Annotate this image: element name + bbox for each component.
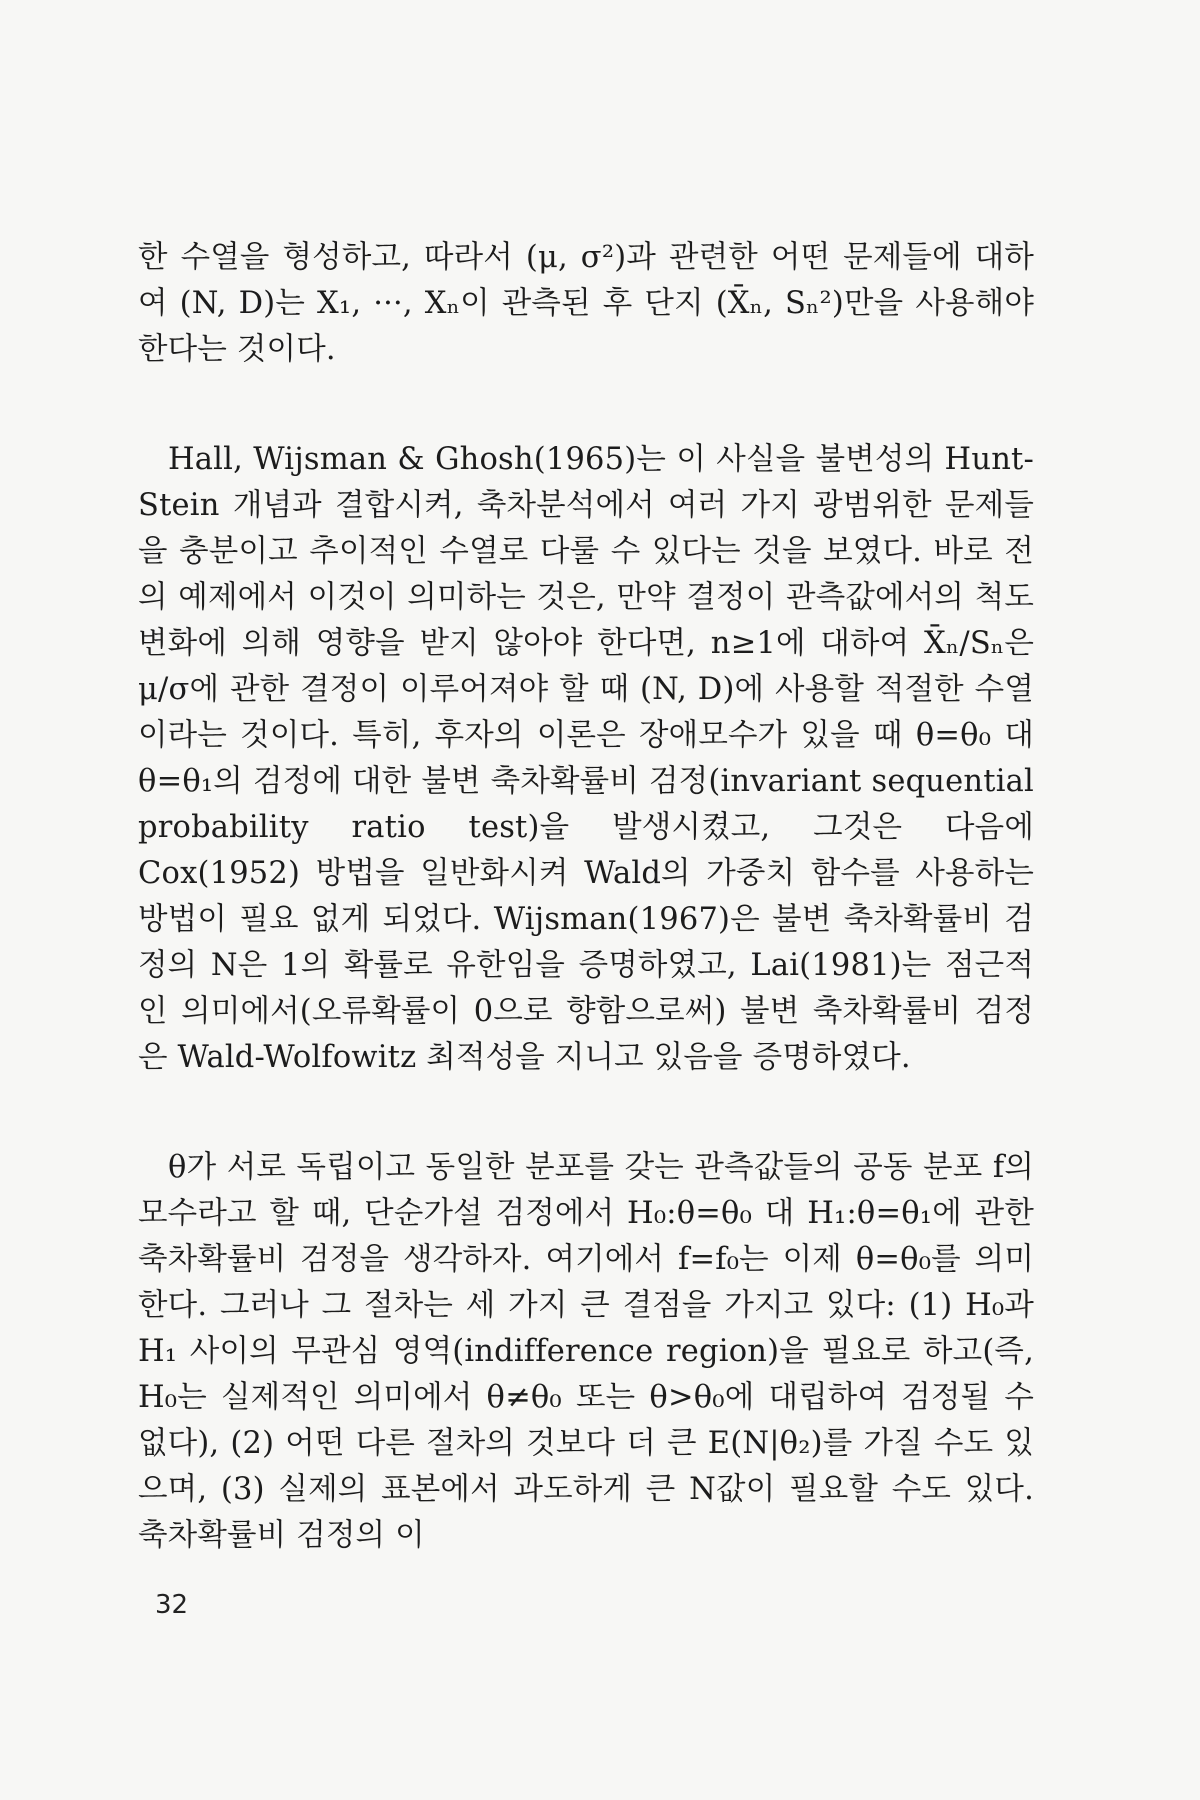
paragraph-1 [138, 235, 1034, 373]
paragraph-text: Hall, Wijsman & Ghosh(1965)는 이 사실을 불변성의 Hunt-Stein 개념과 결합시켜, 축차분석에서 여러 가지 광범위한 문제들을 충분이고 추이적인 수열로 다룰 수 있다는 것을 보였다. 바로 전의 예제에서 이것이 의미하는 것은, 만약 결정이 관측값에서의 척도 변화에 의해 영향을 받지 않아야 한다면, n≥1에 대하여 X̄ₙ/Sₙ은 μ/σ에 관한 결정이 이루어져야 할 때 (N, D)에 사용할 적절한 수열이라는 것이다. 특히, 후자의 이론은 장애모수가 있을 때 θ=θ₀ 대 θ=θ₁의 검정에 대한 불변 축차확률비 검정(invariant sequential probability ratio test)을 발생시켰고, 그것은 다음에 Cox(1952) 방법을 일반화시켜 Wald의 가중치 함수를 사용하는 방법이 필요 없게 되었다. Wijsman(1967)은 불변 축차확률비 검정의 N은 1의 확률로 유한임을 증명하였고, Lai(1981)는 점근적인 의미에서(오류확률이 0으로 향함으로써) 불변 축차확률비 검정은 Wald-Wolfowitz 최적성을 지니고 있음을 증명하였다. [138, 442, 1034, 1075]
page-number: 32 [155, 1590, 189, 1620]
paragraph-text: 한 수열을 형성하고, 따라서 (μ, σ²)과 관련한 어떤 문제들에 대하여 (N, D)는 X₁, ···, Xₙ이 관측된 후 단지 (X̄ₙ, Sₙ²)만을 사용해야 한다는 것이다. [138, 240, 1034, 367]
paragraph-3 [138, 1145, 1034, 1559]
paragraph-2 [138, 437, 1034, 1081]
body-text [138, 235, 1034, 1623]
paragraph-text: θ가 서로 독립이고 동일한 분포를 갖는 관측값들의 공동 분포 f의 모수라고 할 때, 단순가설 검정에서 H₀:θ=θ₀ 대 H₁:θ=θ₁에 관한 축차확률비 검정을 생각하자. 여기에서 f=f₀는 이제 θ=θ₀를 의미한다. 그러나 그 절차는 세 가지 큰 결점을 가지고 있다: (1) H₀과 H₁ 사이의 무관심 영역(indifference region)을 필요로 하고(즉, H₀는 실제적인 의미에서 θ≠θ₀ 또는 θ>θ₀에 대립하여 검정될 수 없다), (2) 어떤 다른 절차의 것보다 더 큰 E(N|θ₂)를 가질 수도 있으며, (3) 실제의 표본에서 과도하게 큰 N값이 필요할 수도 있다. 축차확률비 검정의 이 [138, 1150, 1034, 1553]
